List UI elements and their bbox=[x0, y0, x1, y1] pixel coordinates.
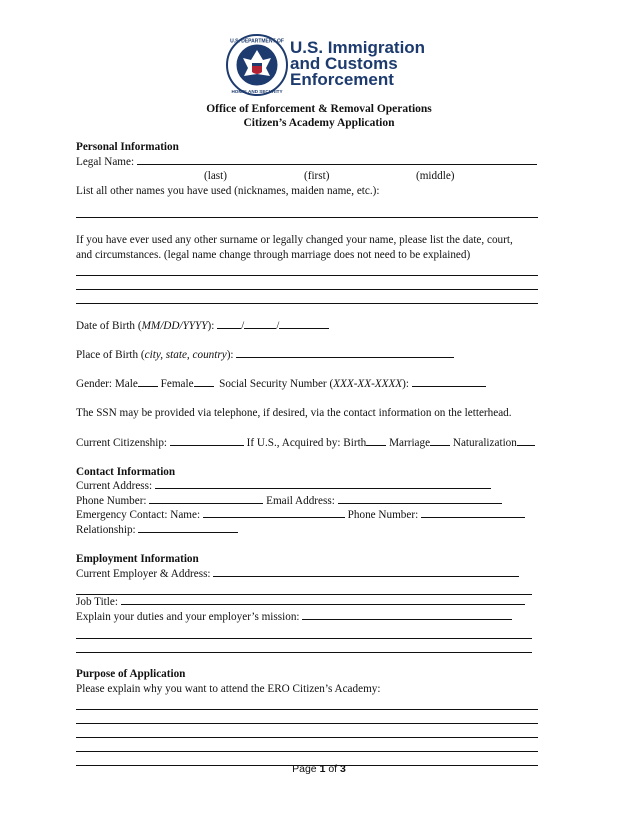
page-word: Page bbox=[292, 763, 317, 775]
page-total: 3 bbox=[340, 763, 346, 775]
dob-row: Date of Birth (MM/DD/YYYY): / / bbox=[76, 319, 546, 334]
legal-name-label: Legal Name: bbox=[76, 155, 135, 168]
relationship-row: Relationship: bbox=[76, 523, 546, 538]
surname-field-2[interactable] bbox=[76, 276, 538, 290]
male-field[interactable] bbox=[138, 377, 158, 387]
last-label: (last) bbox=[204, 170, 227, 183]
pob-field[interactable] bbox=[236, 348, 454, 358]
dhs-seal-icon bbox=[226, 34, 288, 96]
employer-field[interactable] bbox=[213, 567, 519, 577]
form-body bbox=[76, 140, 546, 766]
surname-label-2: and circumstances. (legal name change through marriage does not need to be explained) bbox=[76, 248, 471, 261]
marriage-field[interactable] bbox=[430, 436, 450, 446]
surname-label-1: If you have ever used any other surname or legally changed your name, please list the date, court, bbox=[76, 233, 513, 246]
seal-text-top: U.S. DEPARTMENT OF bbox=[230, 38, 284, 45]
personal-heading: Personal Information bbox=[76, 141, 179, 153]
contact-heading: Contact Information bbox=[76, 465, 176, 478]
ice-logo bbox=[226, 34, 466, 98]
employer-field-2[interactable] bbox=[76, 581, 532, 595]
purpose-field-2[interactable] bbox=[76, 710, 538, 724]
emergency-row: Emergency Contact: Name: Phone Number: bbox=[76, 508, 546, 523]
ssn-field[interactable] bbox=[412, 377, 486, 387]
emergency-phone-field[interactable] bbox=[421, 508, 525, 518]
surname-field-3[interactable] bbox=[76, 290, 538, 304]
page-number: 1 bbox=[319, 763, 326, 775]
dob-day-field[interactable] bbox=[244, 319, 276, 329]
purpose-prompt: Please explain why you want to attend the ERO Citizen’s Academy: bbox=[76, 682, 381, 695]
duties-row: Explain your duties and your employer’s mission: bbox=[76, 610, 546, 625]
purpose-field-1[interactable] bbox=[76, 696, 538, 710]
employment-heading: Employment Information bbox=[76, 553, 199, 566]
female-field[interactable] bbox=[194, 377, 214, 387]
middle-label: (middle) bbox=[416, 170, 455, 183]
agency-line-2: and Customs bbox=[290, 54, 398, 73]
pob-row: Place of Birth (city, state, country): bbox=[76, 348, 546, 363]
other-names-label: List all other names you have used (nicknames, maiden name, etc.): bbox=[76, 184, 380, 197]
legal-name-row bbox=[76, 155, 546, 170]
job-title-field[interactable] bbox=[121, 595, 525, 605]
citizenship-field[interactable] bbox=[170, 436, 244, 446]
form-title: Citizen’s Academy Application bbox=[243, 117, 395, 129]
relationship-field[interactable] bbox=[138, 523, 238, 533]
dob-year-field[interactable] bbox=[279, 319, 329, 329]
agency-name bbox=[290, 40, 470, 88]
duties-field-2[interactable] bbox=[76, 625, 532, 639]
address-row: Current Address: bbox=[76, 479, 546, 494]
email-field[interactable] bbox=[338, 494, 502, 504]
phone-field[interactable] bbox=[149, 494, 263, 504]
duties-field-3[interactable] bbox=[76, 639, 532, 653]
legal-name-field[interactable] bbox=[137, 155, 537, 165]
of-word: of bbox=[328, 763, 338, 775]
job-title-row: Job Title: bbox=[76, 595, 546, 610]
emergency-name-field[interactable] bbox=[203, 508, 345, 518]
gender-ssn-row: Gender: Male Female Social Security Number (XXX-XX-XXXX): bbox=[76, 377, 546, 392]
other-names-field[interactable] bbox=[76, 204, 538, 218]
name-sublabels bbox=[76, 169, 546, 184]
purpose-heading: Purpose of Application bbox=[76, 668, 186, 681]
surname-field-1[interactable] bbox=[76, 262, 538, 276]
agency-line-1: U.S. Immigration bbox=[290, 38, 426, 57]
office-name: Office of Enforcement & Removal Operations bbox=[206, 103, 432, 115]
purpose-field-3[interactable] bbox=[76, 724, 538, 738]
page-footer bbox=[0, 763, 638, 775]
first-label: (first) bbox=[304, 170, 330, 183]
address-field[interactable] bbox=[155, 479, 491, 489]
ssn-note: The SSN may be provided via telephone, if desired, via the contact information on the letterhead. bbox=[76, 407, 512, 420]
duties-field[interactable] bbox=[302, 610, 512, 620]
citizenship-row: Current Citizenship: If U.S., Acquired by: Birth Marriage Naturalization bbox=[76, 436, 546, 451]
naturalization-field[interactable] bbox=[517, 436, 535, 446]
birth-field[interactable] bbox=[366, 436, 386, 446]
employer-row: Current Employer & Address: bbox=[76, 567, 546, 582]
form-titles bbox=[0, 102, 638, 130]
phone-email-row: Phone Number: Email Address: bbox=[76, 494, 546, 509]
purpose-field-4[interactable] bbox=[76, 738, 538, 752]
dob-month-field[interactable] bbox=[217, 319, 241, 329]
agency-line-3: Enforcement bbox=[290, 70, 394, 89]
seal-text-bottom: HOMELAND SECURITY bbox=[231, 89, 283, 94]
